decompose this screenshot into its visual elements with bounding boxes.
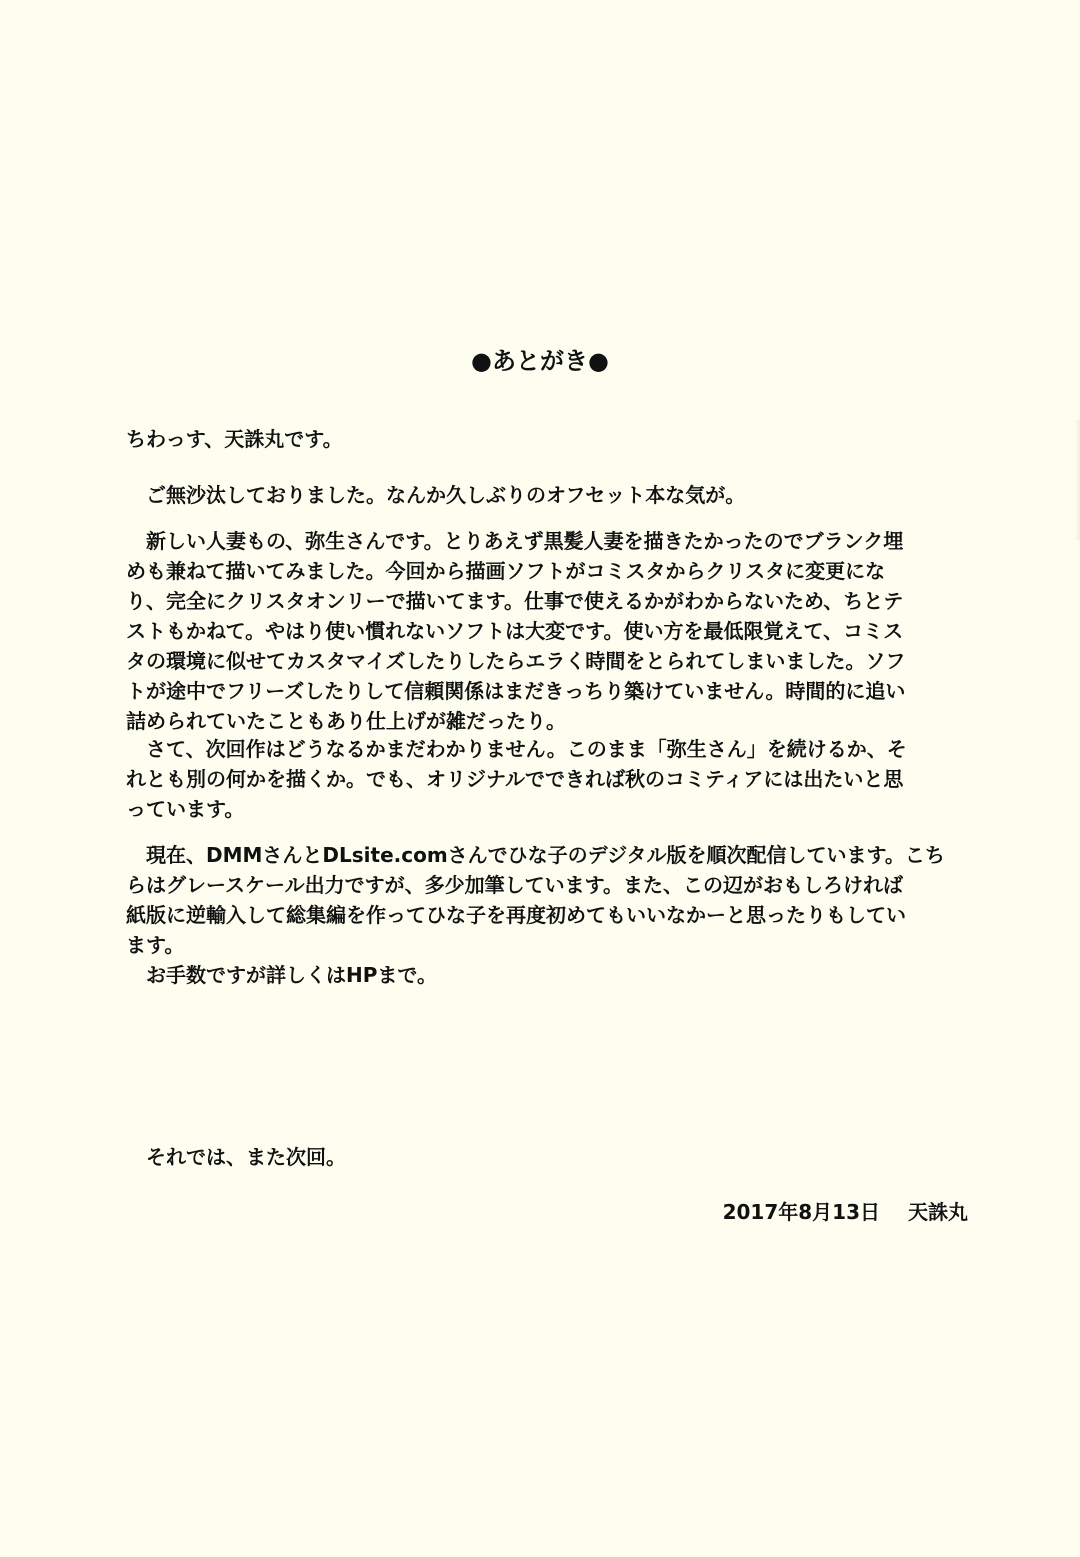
paragraph-new-work — [126, 526, 976, 736]
text-line: ちわっす、天誅丸です。 — [126, 427, 343, 451]
text-line: っています。 — [126, 797, 245, 821]
text-line: ご無沙汰しておりました。なんか久しぶりのオフセット本な気が。 — [126, 483, 746, 507]
signature-author: 天誅丸 — [908, 1200, 968, 1224]
text-line: トが途中でフリーズしたりして信頼関係はまだきっちり築けていません。時間的に追い — [126, 679, 906, 703]
closing-paragraph — [126, 1142, 976, 1172]
text-line: 新しい人妻もの、弥生さんです。とりあえず黒髪人妻を描きたかったのでブランク埋 — [126, 529, 904, 553]
signature-date: 2017年8月13日 — [722, 1200, 880, 1224]
text-line: それでは、また次回。 — [126, 1145, 346, 1169]
text-line: お手数ですが詳しくはHPまで。 — [126, 963, 437, 987]
text-line: 紙版に逆輸入して総集編を作ってひな子を再度初めてもいいなかーと思ったりもしてい — [126, 903, 906, 927]
text-line: タの環境に似せてカスタマイズしたりしたらエラく時間をとられてしまいました。ソフ — [126, 649, 906, 673]
text-line: 詰められていたこともあり仕上げが雑だったり。 — [126, 709, 566, 733]
page-edge-shadow — [1075, 420, 1080, 540]
text-line: さて、次回作はどうなるかまだわかりません。このまま「弥生さん」を続けるか、そ — [126, 737, 907, 761]
text-line: らはグレースケール出力ですが、多少加筆しています。また、この辺がおもしろければ — [126, 873, 903, 897]
greeting-paragraph — [126, 424, 976, 454]
text-line: ストもかねて。やはり使い慣れないソフトは大変です。使い方を最低限覚えて、コミス — [126, 619, 904, 643]
afterword-title: ●あとがき● — [471, 347, 609, 375]
signature-line — [723, 1197, 968, 1227]
paragraph-apology — [126, 480, 976, 510]
text-line: り、完全にクリスタオンリーで描いてます。仕事で使えるかがわからないため、ちとテ — [126, 589, 904, 613]
text-line: れとも別の何かを描くか。でも、オリジナルでできれば秋のコミティアには出たいと思 — [126, 767, 904, 791]
text-line: ます。 — [126, 933, 185, 957]
text-line: めも兼ねて描いてみました。今回から描画ソフトがコミスタからクリスタに変更にな — [126, 559, 886, 583]
paragraph-digital-edition — [126, 840, 976, 960]
text-line: 現在、DMMさんとDLsite.comさんでひな子のデジタル版を順次配信しています。こち — [126, 843, 945, 867]
paragraph-hp-note — [126, 960, 976, 990]
paragraph-next-work — [126, 734, 976, 824]
